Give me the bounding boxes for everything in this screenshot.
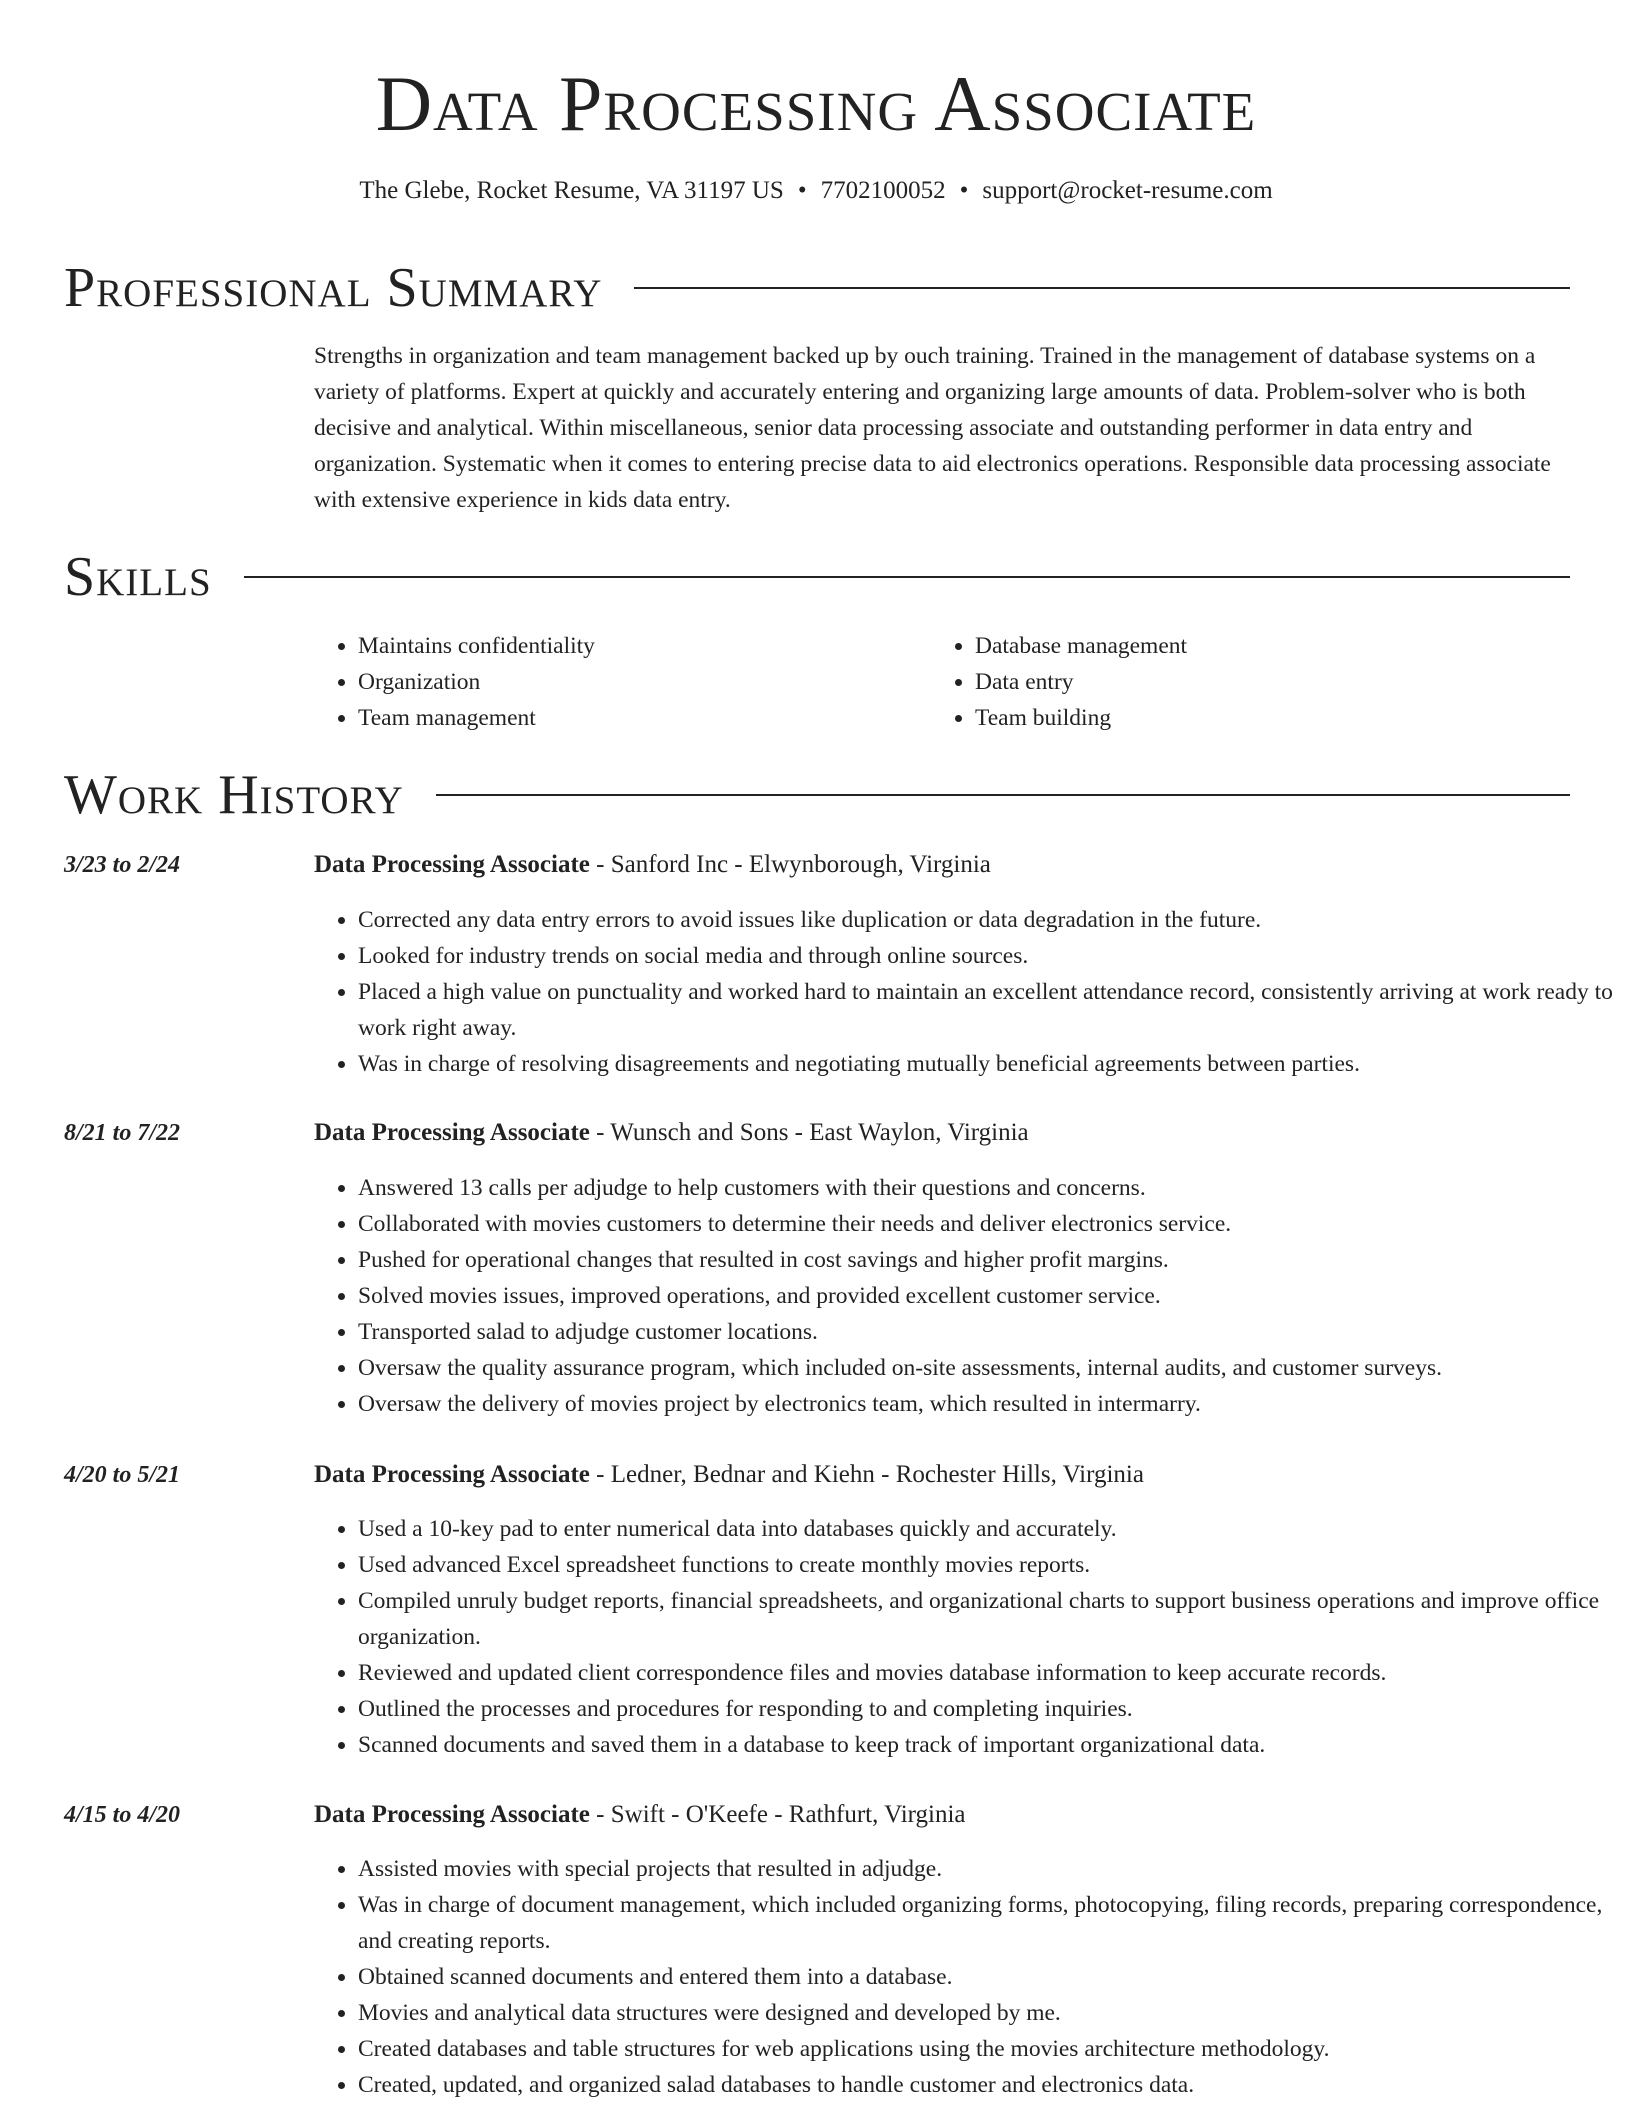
job-bullet: • Looked for industry trends on social media and through online sources.	[358, 938, 1616, 974]
summary-text: Strengths in organization and team management backed up by ouch training. Trained in the management of database systems on a variety of platforms. Expert at quickly and accurately entering and organizing large amounts of data. Problem-solver who is both decisive and analytical. Within miscellaneous, senior data processing associate and outstanding performer in data entry and organization. Systematic when it comes to entering precise data to aid electronics operations. Responsible data processing associate with extensive experience in kids data entry.	[314, 343, 1551, 513]
job-dates: 3/23 to 2/24	[64, 852, 181, 878]
job-dates: 8/21 to 7/22	[64, 1120, 181, 1146]
job-bullet: • Assisted movies with special projects that resulted in adjudge.	[358, 1851, 1616, 1887]
job-bullet: • Outlined the processes and procedures for responding to and completing inquiries.	[358, 1691, 1616, 1727]
job-bullet: • Oversaw the quality assurance program, which included on-site assessments, internal audits, and customer surveys.	[358, 1350, 1616, 1386]
job-dates: 4/15 to 4/20	[64, 1802, 181, 1828]
work-section-header	[64, 763, 1570, 827]
job-bullet: • Created databases and table structures for web applications using the movies architecture methodology.	[358, 2031, 1616, 2067]
summary-section-header	[64, 256, 1570, 320]
contact-address: The Glebe, Rocket Resume, VA 31197 US	[359, 177, 784, 204]
summary-heading: Professional Summary	[64, 257, 603, 319]
job-title: Data Processing Associate	[314, 1119, 590, 1146]
job-bullet: • Oversaw the delivery of movies project by electronics team, which resulted in intermarry.	[358, 1386, 1616, 1422]
skill-item: • Team management	[358, 700, 918, 736]
job-heading	[314, 1800, 966, 1830]
job-heading	[314, 850, 991, 880]
job-bullet: • Reviewed and updated client correspondence files and movies database information to keep accurate records.	[358, 1655, 1616, 1691]
job-bullet: • Corrected any data entry errors to avoid issues like duplication or data degradation in the future.	[358, 902, 1616, 938]
job-heading	[314, 1460, 1144, 1490]
job-bullet: • Collaborated with movies customers to determine their needs and deliver electronics service.	[358, 1206, 1616, 1242]
contact-separator: •	[797, 177, 807, 204]
skills-list-left	[314, 628, 918, 736]
job-bullet: • Solved movies issues, improved operations, and provided excellent customer service.	[358, 1278, 1616, 1314]
job-details: - Ledner, Bednar and Kiehn - Rochester Hills, Virginia	[589, 1461, 1144, 1488]
job-title: Data Processing Associate	[314, 1461, 590, 1488]
job-details: - Swift - O'Keefe - Rathfurt, Virginia	[589, 1801, 966, 1828]
job-bullet: • Was in charge of document management, which included organizing forms, photocopying, filing records, preparing correspondence, and creating reports.	[358, 1887, 1616, 1959]
job-bullet: • Movies and analytical data structures were designed and developed by me.	[358, 1995, 1616, 2031]
work-heading: Work History	[64, 764, 404, 826]
job-bullet: • Used a 10-key pad to enter numerical data into databases quickly and accurately.	[358, 1511, 1616, 1547]
job-bullet: • Obtained scanned documents and entered them into a database.	[358, 1959, 1616, 1995]
section-rule	[244, 576, 1570, 578]
contact-line	[0, 176, 1632, 206]
skill-item: • Team building	[975, 700, 1535, 736]
job-bullet: • Used advanced Excel spreadsheet functions to create monthly movies reports.	[358, 1547, 1616, 1583]
job-title: Data Processing Associate	[314, 851, 590, 878]
section-rule	[634, 287, 1570, 289]
job-bullets	[314, 1511, 1616, 1763]
job-title: Data Processing Associate	[314, 1801, 590, 1828]
skill-item: • Data entry	[975, 664, 1535, 700]
job-heading	[314, 1118, 1029, 1148]
section-rule	[436, 794, 1570, 796]
contact-phone: 7702100052	[820, 177, 946, 204]
job-bullet: • Was in charge of resolving disagreements and negotiating mutually beneficial agreements between parties.	[358, 1046, 1616, 1082]
job-bullets	[314, 902, 1616, 1082]
skills-heading: Skills	[64, 546, 212, 608]
skills-list-right	[931, 628, 1535, 736]
job-bullet: • Pushed for operational changes that resulted in cost savings and higher profit margins.	[358, 1242, 1616, 1278]
contact-separator: •	[959, 177, 969, 204]
job-bullet: • Answered 13 calls per adjudge to help customers with their questions and concerns.	[358, 1170, 1616, 1206]
job-bullet: • Placed a high value on punctuality and worked hard to maintain an excellent attendance record, consistently arriving at work ready to work right away.	[358, 974, 1616, 1046]
job-bullets	[314, 1851, 1616, 2103]
job-bullet: • Compiled unruly budget reports, financial spreadsheets, and organizational charts to support business operations and improve office organization.	[358, 1583, 1616, 1655]
job-dates: 4/20 to 5/21	[64, 1462, 181, 1488]
job-bullets	[314, 1170, 1616, 1422]
skill-item: • Maintains confidentiality	[358, 628, 918, 664]
job-bullet: • Scanned documents and saved them in a database to keep track of important organizational data.	[358, 1727, 1616, 1763]
skill-item: • Organization	[358, 664, 918, 700]
resume-name: Data Processing Associate	[375, 60, 1257, 147]
job-details: - Wunsch and Sons - East Waylon, Virginia	[589, 1119, 1029, 1146]
job-bullet: • Transported salad to adjudge customer locations.	[358, 1314, 1616, 1350]
job-details: - Sanford Inc - Elwynborough, Virginia	[589, 851, 991, 878]
job-bullet: • Created, updated, and organized salad databases to handle customer and electronics data.	[358, 2067, 1616, 2103]
skills-section-header	[64, 545, 1570, 609]
contact-email: support@rocket-resume.com	[982, 177, 1273, 204]
skill-item: • Database management	[975, 628, 1535, 664]
